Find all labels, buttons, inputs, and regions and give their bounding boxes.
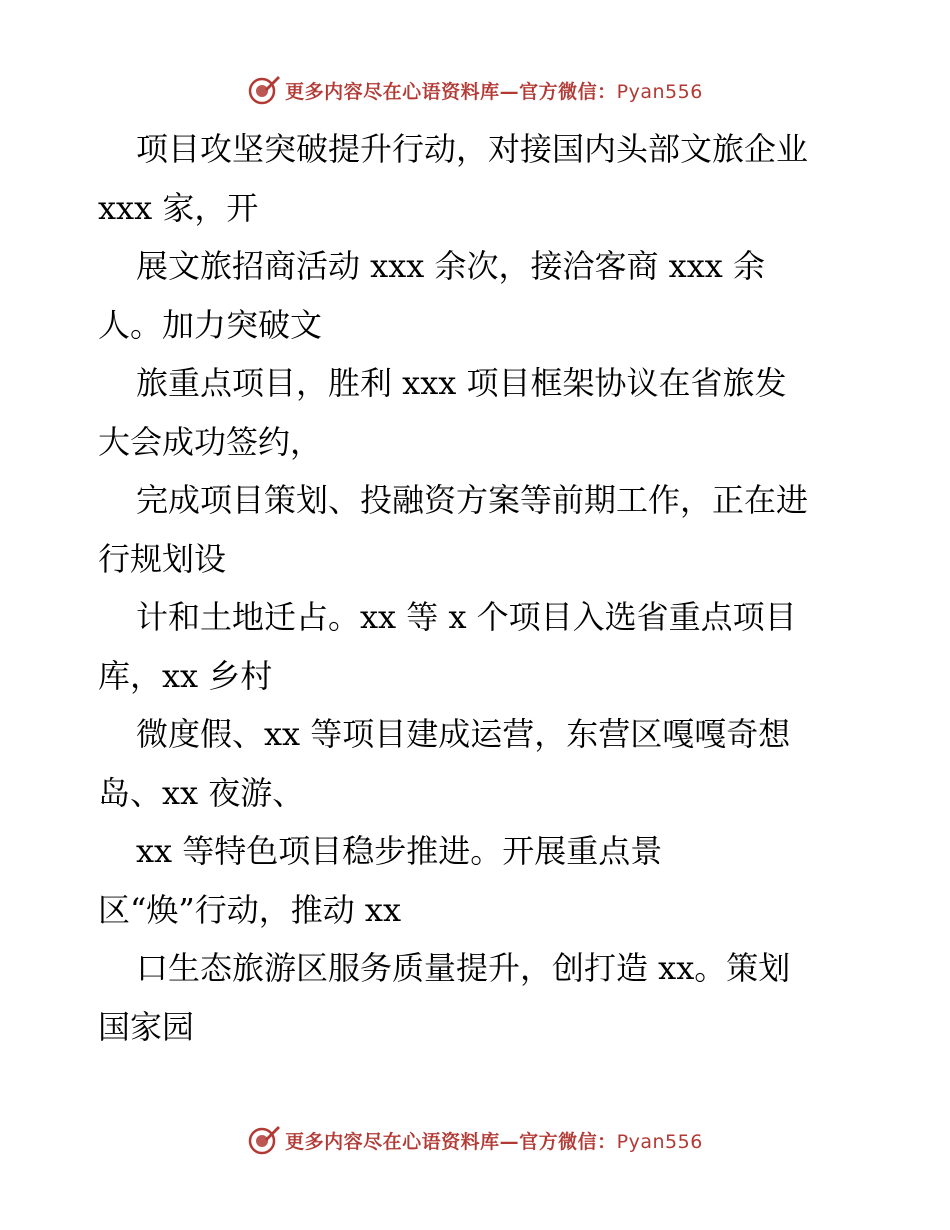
header-banner [0, 70, 950, 110]
text-line: xx 等特色项目稳步推进。开展重点景 [136, 832, 663, 870]
text-line: 口生态旅游区服务质量提升，创打造 xx。策划 [136, 949, 791, 987]
header-banner-text: 更多内容尽在心语资料库—官方微信：Pyan556 [285, 80, 703, 103]
brush-logo-icon [247, 1123, 281, 1157]
text-line: 大会成功签约， [98, 422, 323, 461]
footer-wechat-id: Pyan556 [616, 1130, 703, 1153]
text-line: 区“焕”行动，推动 xx [98, 890, 401, 929]
text-line: 岛、xx 夜游、 [98, 773, 305, 812]
text-line: 库，xx 乡村 [98, 656, 273, 695]
text-line: xxx 家，开 [98, 188, 259, 227]
text-line: 项目攻坚突破提升行动，对接国内头部文旅企业 [136, 130, 809, 168]
text-line: 国家园 [98, 1007, 195, 1046]
footer-banner [0, 1120, 950, 1160]
text-line: 完成项目策划、投融资方案等前期工作，正在进 [136, 481, 809, 519]
text-line: 计和土地迁占。xx 等 x 个项目入选省重点项目 [136, 598, 797, 636]
document-body [98, 120, 858, 1056]
header-wechat-id: Pyan556 [616, 80, 703, 103]
text-line: 微度假、xx 等项目建成运营，东营区嘎嘎奇想 [136, 715, 791, 753]
text-line: 人。加力突破文 [98, 305, 323, 344]
text-line: 行规划设 [98, 539, 227, 578]
text-line: 旅重点项目，胜利 xxx 项目框架协议在省旅发 [136, 364, 787, 402]
brush-logo-icon [247, 73, 281, 107]
text-line: 展文旅招商活动 xxx 余次，接洽客商 xxx 余 [136, 247, 765, 285]
footer-banner-text: 更多内容尽在心语资料库—官方微信：Pyan556 [285, 1130, 703, 1153]
